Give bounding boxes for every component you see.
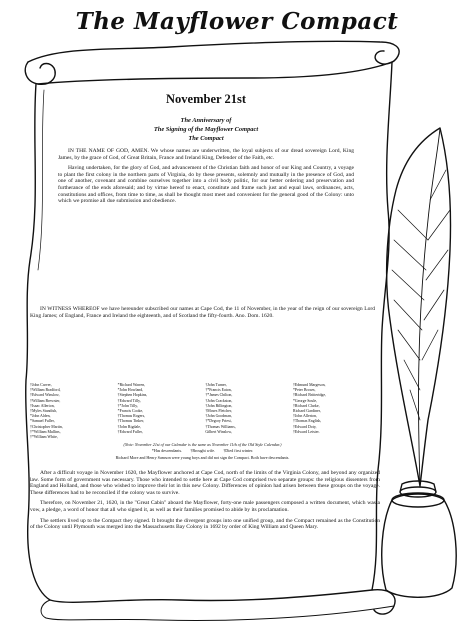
signer-name: †Edward Fuller, [117, 429, 143, 434]
compact-paragraph: IN THE NAME OF GOD, AMEN. We whose names are underwritten, the loyal subjects of our dread sovereign Lord, King James, by the grace of God, of Great Britain, France and Ireland King, Defender of the Faith, etc. [58, 148, 354, 161]
signer-name: †Thomas Rogers, [117, 414, 146, 419]
signer-name: †*Francis Eaton, [205, 388, 232, 393]
legend-died: †Died first winter. [223, 448, 254, 454]
scroll-bottom-roll [50, 590, 395, 614]
signer-name: †John Carver, [30, 383, 52, 387]
calendar-note: (Note: November 21st of our Calendar is the same as November 11th of the Old Style Calendar.) [123, 442, 282, 447]
signature-column [118, 383, 200, 440]
compact-text [58, 92, 354, 205]
signer-name: †Edward Tilly, [117, 398, 141, 403]
signature-column [293, 383, 375, 440]
compact-paragraph: Having undertaken, for the glory of God, and advancement of the Christian faith and honor of our King and Country, a voyage to plant the first colony in the northern parts of Virginia, do by these presents, solemnly and mutually in the presence of God, and one of another, covenant and combine ourselves together into a civil body politic, for our better ordering and preservation and furtherance of the ends aforesaid; and by virtue hereof to enact, constitute and frame such just and equal laws, ordinances, acts, constitutions and offices, from time to time, as shall be thought most meet and convenient for the general good of the Colony: unto which we promise all due submission and obedience. [58, 165, 354, 205]
signer-name: †William Bradford, [30, 388, 61, 393]
signer-name: †*James Chilton, [205, 393, 233, 398]
signer-name: †Edward Winslow, [30, 393, 60, 398]
signer-name: †Thomas English, [292, 419, 322, 424]
signer-name: †John Turner, [205, 383, 227, 387]
subtitle-line-2: The Signing of the Mayflower Compact [153, 126, 259, 133]
signer-name: †John Crackston, [205, 398, 233, 403]
history-paragraph: Therefore, on November 21, 1620, in the "Great Cabin" aboard the Mayflower, forty-one male passengers composed a written document, which was a vow, a pledge, a word of honor that all who signed it, as well as their families promised to abide by its proclamation. [30, 500, 380, 513]
signer-name: †Richard Britteridge, [292, 393, 327, 398]
signer-name: †Edmund Margeson, [292, 383, 326, 387]
signer-name: †Thomas Williams, [205, 424, 236, 429]
signer-name: †*John Tilly, [117, 403, 138, 408]
history-paragraph: The settlers lived up to the Compact they signed. It brought the divergent groups into one unified group, and the Compact remained as the Constitution of the Colony until Plymouth was merged into the Massachusetts Bay Colony in 1692 by order of King William and Queen Mary. [30, 517, 380, 531]
notes-section [30, 442, 375, 460]
witness-section [30, 306, 375, 319]
signer-name: *Francis Cooke, [117, 409, 144, 414]
signer-name: †Christopher Martin, [30, 424, 63, 429]
history-paragraph: After a difficult voyage in November 1620, the Mayflower anchored at Cape Cod, north of the limits of the Virginia Colony, and beyond any organized law. Some form of government was necessary. Those who intended to settle here at Cape Cod comprised two separate groups: the religious dissenters from England and Holland, and those who wished to improve their lot in this new Colony. Differences of opinion had arisen between these groups on the voyage. These differences had to be reconciled if the colony was to survive. [30, 470, 380, 496]
signer-name: †Isaac Allerton, [30, 403, 55, 408]
signer-name: †Edward Leister. [292, 429, 320, 434]
scroll-top-roll [28, 41, 399, 64]
signer-name: †*William Mullins, [30, 429, 61, 434]
page-title: The Mayflower Compact [75, 8, 399, 35]
witness-paragraph: IN WITNESS WHEREOF we have hereunder subscribed our names at Cape Cod, the 11 of November, in the year of the reign of our sovereign Lord King James; of England, France and Ireland the eighteenth, and of Scotland the fifty-fourth. Ano. Dom. 1620. [30, 306, 375, 319]
signature-column [30, 383, 112, 440]
signer-name: †Myles Standish, [30, 409, 58, 414]
signer-name: †*William White, [30, 435, 58, 440]
signer-name: †John Allerton, [292, 414, 317, 419]
signer-name: †Richard Clarke, [292, 403, 320, 408]
subtitle-line-1: The Anniversary of [180, 117, 232, 124]
signer-name: *George Soule, [292, 398, 318, 403]
signer-name: †John Rigdale, [117, 424, 141, 429]
subtitle-line-3: The Compact [188, 135, 224, 142]
signer-name: Richard Gardiner, [292, 409, 321, 414]
signer-name: *John Alden, [30, 414, 51, 419]
signer-name: Gilbert Winslow, [205, 429, 232, 434]
history-section [30, 470, 380, 531]
signer-name: †*Degory Priest, [205, 419, 232, 424]
ink-well [382, 494, 456, 597]
signer-name: †William Brewster, [30, 398, 61, 403]
signer-name: *Samuel Fuller, [30, 419, 55, 424]
signer-name: †John Billington, [205, 403, 233, 408]
signature-list [30, 383, 375, 440]
signer-name: †Thomas Tinker, [117, 419, 145, 424]
signer-name: *Richard Warren, [117, 383, 146, 387]
signature-column [205, 383, 287, 440]
legend [30, 448, 375, 453]
anniversary-date: November 21st [166, 92, 246, 106]
signer-name: †Stephen Hopkins, [117, 393, 148, 398]
signer-name: *Peter Brown, [292, 388, 316, 393]
signer-name: †Moses Fletcher, [205, 409, 232, 414]
boys-note: Richard More and Henry Samson were young boys and did not sign the Compact. Both have descendants. [115, 454, 290, 460]
legend-descendants: *Has descendants. [151, 448, 183, 454]
signer-name: *John Howland, [117, 388, 144, 393]
signer-name: †John Goodman, [205, 414, 232, 419]
signer-name: †Edward Doty, [292, 424, 317, 429]
legend-wife: †Brought wife. [190, 448, 216, 454]
